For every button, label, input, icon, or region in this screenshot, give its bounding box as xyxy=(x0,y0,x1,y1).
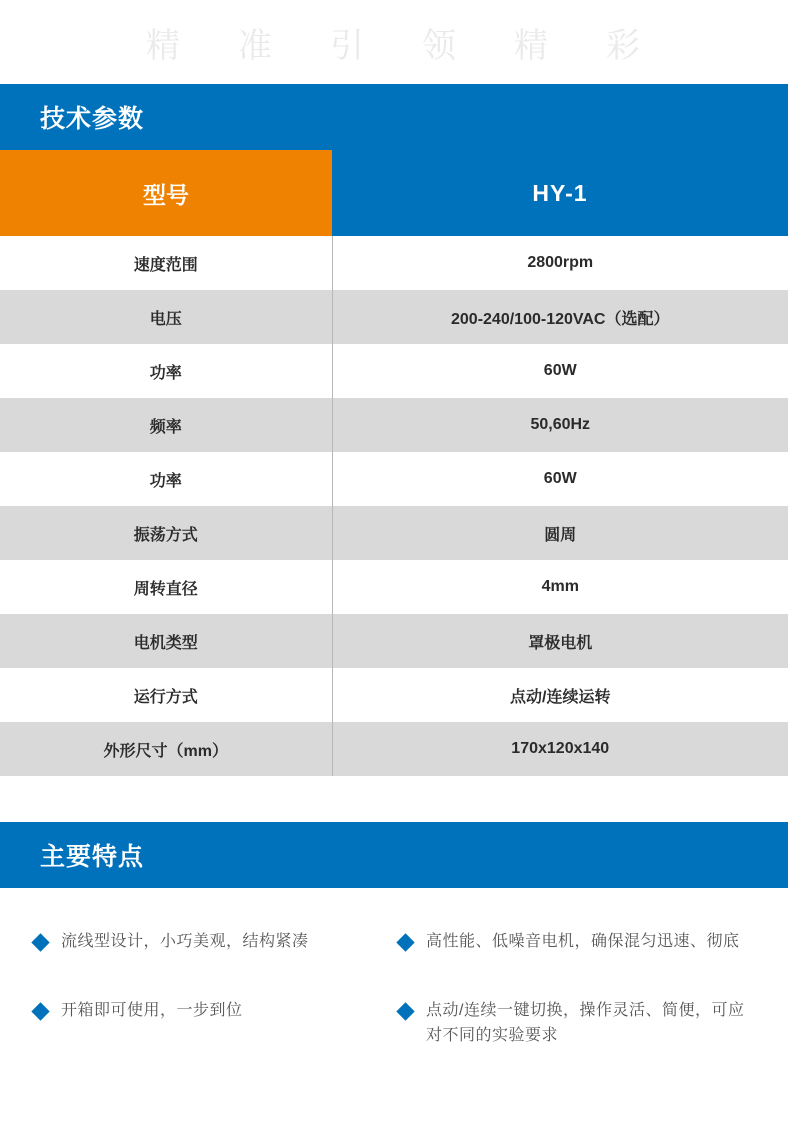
row-label: 功率 xyxy=(0,452,332,506)
table-header-row xyxy=(0,150,788,236)
row-label: 电机类型 xyxy=(0,614,332,668)
watermark-char-3: 引 xyxy=(330,26,366,65)
watermark-banner xyxy=(0,0,788,84)
row-label: 频率 xyxy=(0,398,332,452)
diamond-bullet-icon xyxy=(31,1002,49,1020)
feature-text: 流线型设计，小巧美观，结构紧凑 xyxy=(61,933,309,950)
table-row xyxy=(0,722,788,776)
row-label: 运行方式 xyxy=(0,668,332,722)
watermark-char-2: 准 xyxy=(238,26,274,65)
diamond-bullet-icon xyxy=(31,933,49,951)
row-value: 60W xyxy=(332,452,788,506)
table-row xyxy=(0,614,788,668)
row-label: 速度范围 xyxy=(0,236,332,290)
spec-table xyxy=(0,150,788,776)
header-model-label: 型号 xyxy=(0,150,332,236)
watermark-char-1: 精 xyxy=(146,26,182,65)
table-row xyxy=(0,344,788,398)
watermark-char-4: 领 xyxy=(422,26,458,65)
row-label: 电压 xyxy=(0,290,332,344)
table-row xyxy=(0,506,788,560)
row-value: 圆周 xyxy=(332,506,788,560)
watermark-char-5: 精 xyxy=(514,26,550,65)
row-value: 2800rpm xyxy=(332,236,788,290)
list-item xyxy=(399,930,754,955)
row-value: 罩极电机 xyxy=(332,614,788,668)
list-item xyxy=(34,999,389,1024)
diamond-bullet-icon xyxy=(396,1002,414,1020)
features-column-left xyxy=(34,930,389,1048)
row-value: 50,60Hz xyxy=(332,398,788,452)
feature-text: 高性能、低噪音电机，确保混匀迅速、彻底 xyxy=(426,933,740,950)
row-label: 振荡方式 xyxy=(0,506,332,560)
feature-text: 开箱即可使用，一步到位 xyxy=(61,1001,243,1019)
row-label: 外形尺寸（mm） xyxy=(0,722,332,776)
table-row xyxy=(0,560,788,614)
row-value: 170x120x140 xyxy=(332,722,788,776)
feature-text: 点动/连续一键切换，操作灵活、简便，可应对不同的实验要求 xyxy=(426,1001,745,1044)
row-value: 4mm xyxy=(332,560,788,614)
row-value: 60W xyxy=(332,344,788,398)
section-spacer xyxy=(0,776,788,822)
header-model-value: HY-1 xyxy=(332,150,788,236)
features-column-right xyxy=(399,930,754,1048)
table-row xyxy=(0,452,788,506)
row-value: 点动/连续运转 xyxy=(332,668,788,722)
table-row xyxy=(0,290,788,344)
row-label: 周转直径 xyxy=(0,560,332,614)
features-section-title: 主要特点 xyxy=(0,822,788,888)
row-value: 200-240/100-120VAC（选配） xyxy=(332,290,788,344)
list-item xyxy=(34,930,389,955)
table-row xyxy=(0,236,788,290)
list-item xyxy=(399,999,754,1049)
table-row xyxy=(0,398,788,452)
row-label: 功率 xyxy=(0,344,332,398)
table-row xyxy=(0,668,788,722)
features-list xyxy=(0,888,788,1048)
diamond-bullet-icon xyxy=(396,933,414,951)
spec-section-title: 技术参数 xyxy=(0,84,788,150)
watermark-char-6: 彩 xyxy=(606,26,642,65)
